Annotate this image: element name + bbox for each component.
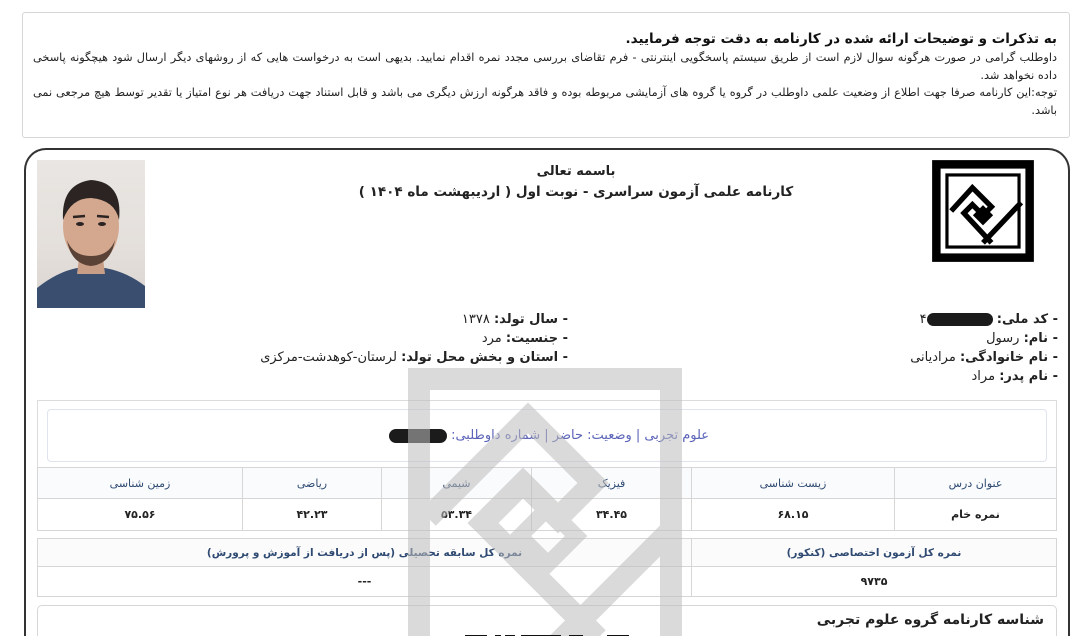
score-math: ۴۲.۲۳ [243, 499, 382, 531]
status-section [37, 400, 1057, 467]
score-geology: ۷۵.۵۶ [38, 499, 243, 531]
notice-paragraph-2: توجه:این کارنامه صرفا جهت اطلاع از وضعیت علمی داوطلب در گروه یا گروه های آزمایشی مربوطه بوده و فاقد هرگونه ارزش دیگری می باشد و قابل استناد جهت دریافت هر نوع امتیاز یا تقدیر توسط هیچ مرجعی نمی باشد. [33, 86, 1057, 117]
score-chemistry: ۵۳.۳۴ [382, 499, 532, 531]
basmala-line: باسمه تعالی [536, 164, 616, 179]
total-scores-table [37, 538, 1057, 597]
father-name-value: مراد [971, 369, 996, 384]
row-label-raw-score: نمره خام [895, 499, 1057, 531]
report-title: کارنامه علمی آزمون سراسری - نوبت اول ( اردیبهشت ماه ۱۴۰۴ ) [358, 184, 794, 200]
konkur-total-header: نمره کل آزمون اختصاصی (کنکور) [692, 539, 1057, 567]
birth-year-row: - سال تولد: ۱۳۷۸ [461, 312, 568, 327]
totals-header-row [38, 539, 1057, 567]
first-name-value: رسول [986, 331, 1020, 346]
father-name-row: - نام پدر: مراد [971, 369, 1058, 384]
academic-total-value: --- [38, 567, 692, 597]
table-row [38, 499, 1057, 531]
col-physics: فیزیک [532, 468, 692, 499]
redacted-national-id [927, 313, 993, 326]
qr-code-icon [465, 628, 629, 636]
birth-year-value: ۱۳۷۸ [461, 312, 490, 327]
col-course-title: عنوان درس [895, 468, 1057, 499]
status-box [47, 409, 1047, 462]
birthplace-value: لرستان-کوهدشت-مرکزی [260, 350, 397, 365]
raw-scores-table [37, 467, 1057, 531]
candidate-info-right [910, 310, 1058, 386]
col-biology: زیست شناسی [692, 468, 895, 499]
academic-total-header: نمره کل سابقه تحصیلی (پس از دریافت از آموزش و پرورش) [38, 539, 692, 567]
score-biology: ۶۸.۱۵ [692, 499, 895, 531]
scores-header-row [38, 468, 1057, 499]
gender-value: مرد [481, 331, 502, 346]
col-math: ریاضی [243, 468, 382, 499]
konkur-total-value: ۹۷۳۵ [692, 567, 1057, 597]
col-chemistry: شیمی [382, 468, 532, 499]
report-card [24, 148, 1070, 636]
score-physics: ۳۴.۴۵ [532, 499, 692, 531]
gender-row: - جنسیت: مرد [481, 331, 568, 346]
status-line: علوم تجربی | وضعیت: حاضر | شماره داوطلبی: [48, 428, 1046, 443]
col-geology: زمین شناسی [38, 468, 243, 499]
report-id-title: شناسه کارنامه گروه علوم تجربی [816, 612, 1044, 628]
notice-paragraph-1: داوطلب گرامی در صورت هرگونه سوال لازم است از طریق سیستم پاسخگویی اینترنتی - فرم تقاضای بررسی مجدد نمره اقدام نمایید. بدیهی است به درخواست هایی که از روشهای دیگر ارسال شود هیچگونه پاسخی داده نخواهد شد. [33, 51, 1057, 82]
table-row [38, 567, 1057, 597]
notice-box [22, 12, 1070, 138]
report-heading [276, 162, 876, 202]
birthplace-row: - استان و بخش محل تولد: لرستان-کوهدشت-مرکزی [260, 350, 568, 365]
candidate-photo [37, 160, 145, 308]
notice-title: به تذکرات و توضیحات ارائه شده در کارنامه به دقت توجه فرمایید. [625, 31, 1057, 47]
last-name-value: مرادیانی [910, 350, 956, 365]
first-name-row: - نام: رسول [986, 331, 1058, 346]
candidate-info-middle [260, 310, 568, 367]
sanjesh-logo-icon [930, 158, 1036, 264]
redacted-candidate-number [389, 429, 447, 443]
last-name-row: - نام خانوادگی: مرادیانی [910, 350, 1058, 365]
national-id-row: - کد ملی: ۴ [919, 312, 1058, 327]
